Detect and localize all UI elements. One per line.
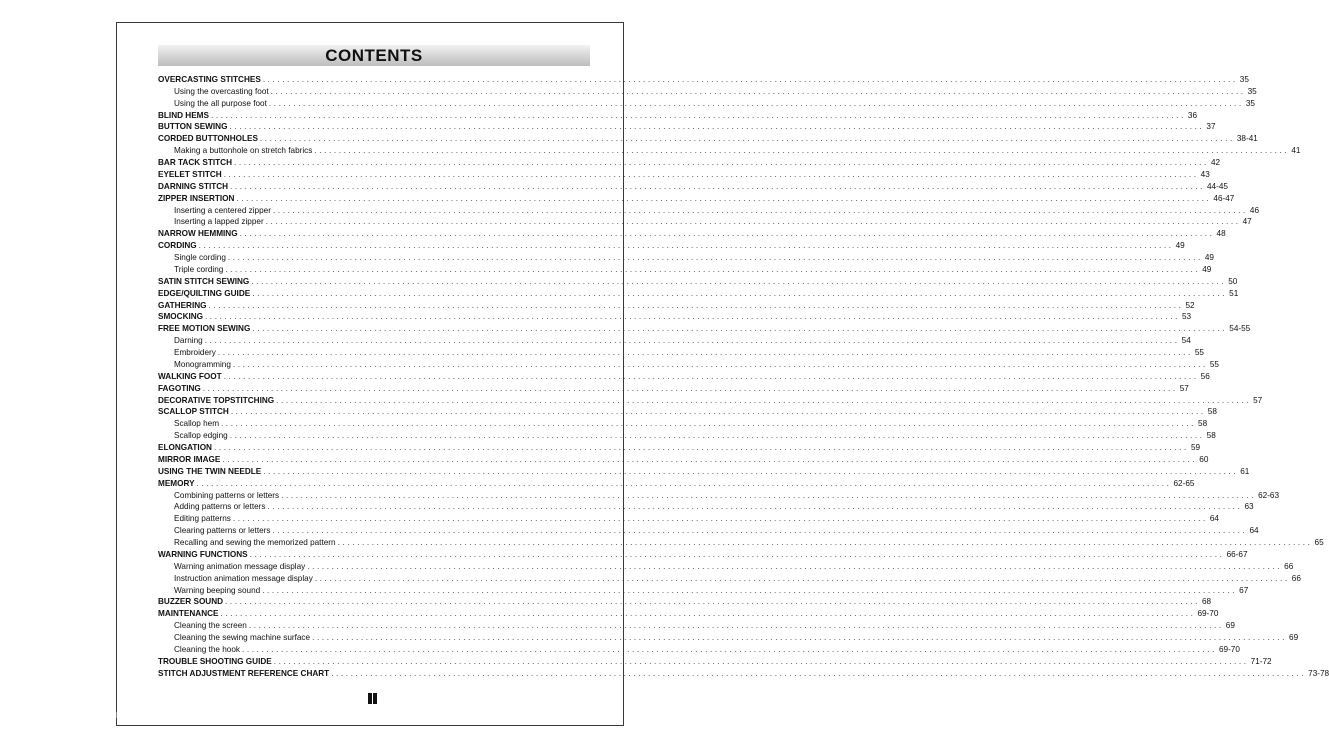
toc-entry-page: 60 — [1199, 454, 1209, 464]
dot-leader: ........................................................................................................................................................................................................ — [232, 514, 1208, 524]
toc-entry-page: 69-70 — [1218, 644, 1240, 654]
dot-leader: ........................................................................................................................................................................................................ — [281, 490, 1257, 500]
dot-leader: ........................................................................................................................................................................................................ — [259, 134, 1235, 144]
toc-subsection-entry — [158, 85, 1257, 97]
toc-entry-label: Making a buttonhole on stretch fabrics — [174, 146, 313, 156]
toc-section-entry — [158, 465, 1250, 477]
dot-leader: ........................................................................................................................................................................................................ — [262, 74, 1238, 84]
toc-entry-page: 48 — [1216, 229, 1226, 239]
toc-entry-label: Warning beeping sound — [174, 585, 261, 595]
dot-leader: ........................................................................................................................................................................................................ — [272, 526, 1248, 536]
dot-leader: ........................................................................................................................................................................................................ — [230, 181, 1205, 191]
toc-entry-label: Scallop hem — [174, 419, 220, 429]
table-of-contents — [158, 73, 1329, 679]
toc-entry-page: 69-70 — [1197, 609, 1219, 619]
toc-subsection-entry — [158, 334, 1191, 346]
toc-subsection-entry — [158, 643, 1240, 655]
toc-section-entry — [158, 287, 1239, 299]
toc-entry-page: 59 — [1190, 443, 1201, 452]
toc-entry-label: BLIND HEMS — [158, 110, 209, 120]
dot-leader: ........................................................................................................................................................................................................ — [196, 478, 1172, 488]
dot-leader: ........................................................................................................................................................................................................ — [268, 98, 1244, 108]
toc-entry-page: 69 — [1225, 621, 1235, 631]
toc-section-entry — [158, 548, 1248, 560]
toc-subsection-entry — [158, 97, 1255, 109]
toc-entry-page: 43 — [1200, 169, 1210, 179]
toc-entry-label: Combining patterns or letters — [174, 490, 280, 500]
toc-entry-page: 54-55 — [1229, 324, 1251, 334]
toc-entry-label: Darning — [174, 336, 203, 346]
dot-leader: ........................................................................................................................................................................................................ — [213, 443, 1189, 452]
dot-leader: ........................................................................................................................................................................................................ — [208, 300, 1184, 310]
toc-entry-label: SMOCKING — [158, 312, 204, 322]
dot-leader: ........................................................................................................................................................................................................ — [251, 276, 1227, 286]
toc-subsection-entry — [158, 263, 1212, 275]
toc-entry-label: Single cording — [174, 253, 226, 262]
toc-subsection-entry — [158, 524, 1259, 536]
toc-entry-page: 66-67 — [1226, 549, 1248, 559]
toc-entry-page: 66 — [1284, 561, 1294, 571]
toc-entry-label: ELONGATION — [158, 443, 212, 452]
dot-leader: ........................................................................................................................................................................................................ — [217, 348, 1193, 357]
toc-entry-label: GATHERING — [158, 300, 207, 310]
dot-leader: ........................................................................................................................................................................................................ — [223, 371, 1199, 381]
toc-subsection-entry — [158, 417, 1208, 429]
dot-leader: ........................................................................................................................................................................................................ — [239, 229, 1215, 239]
toc-entry-page: 37 — [1206, 122, 1216, 132]
toc-entry-page: 64 — [1209, 514, 1219, 524]
dot-leader: ........................................................................................................................................................................................................ — [252, 324, 1228, 334]
toc-entry-label: Inserting a centered zipper — [174, 205, 271, 215]
toc-entry-page: 62-65 — [1173, 478, 1195, 488]
toc-subsection-entry — [158, 536, 1324, 548]
toc-section-entry — [158, 382, 1189, 394]
toc-entry-label: ZIPPER INSERTION — [158, 193, 235, 203]
toc-entry-page: 68 — [1202, 597, 1212, 607]
dot-leader: ........................................................................................................................................................................................................ — [198, 241, 1174, 251]
dot-leader: ........................................................................................................................................................................................................ — [267, 502, 1243, 512]
toc-section-entry — [158, 121, 1216, 133]
toc-subsection-entry — [158, 358, 1219, 370]
toc-entry-page: 36 — [1187, 110, 1198, 120]
toc-entry-page: 46-47 — [1213, 193, 1235, 203]
toc-entry-page: 52 — [1185, 300, 1195, 310]
toc-section-entry — [158, 109, 1198, 121]
toc-entry-label: Using the all purpose foot — [174, 98, 267, 108]
toc-entry-page: 69 — [1289, 633, 1299, 642]
toc-entry-page: 49 — [1175, 241, 1185, 251]
toc-entry-page: 49 — [1202, 264, 1212, 274]
toc-entry-label: STITCH ADJUSTMENT REFERENCE CHART — [158, 668, 330, 678]
toc-entry-label: Warning animation message display — [174, 561, 306, 571]
dot-leader: ........................................................................................................................................................................................................ — [265, 217, 1241, 227]
toc-subsection-entry — [158, 619, 1235, 631]
toc-entry-label: BUZZER SOUND — [158, 597, 224, 607]
dot-leader: ........................................................................................................................................................................................................ — [222, 454, 1198, 464]
toc-section-entry — [158, 477, 1195, 489]
toc-entry-page: 56 — [1200, 371, 1210, 381]
toc-entry-page: 67 — [1239, 585, 1249, 595]
toc-entry-label: EDGE/QUILTING GUIDE — [158, 288, 251, 298]
toc-entry-page: 58 — [1206, 431, 1216, 441]
toc-subsection-entry — [158, 489, 1280, 501]
toc-entry-label: FAGOTING — [158, 383, 201, 393]
toc-subsection-entry — [158, 346, 1204, 358]
toc-entry-page: 55 — [1209, 359, 1219, 369]
toc-entry-page: 58 — [1198, 419, 1208, 429]
dot-leader: ........................................................................................................................................................................................................ — [227, 253, 1203, 262]
toc-entry-label: OVERCASTING STITCHES — [158, 74, 261, 84]
page-number-mark — [368, 693, 378, 704]
toc-subsection-entry — [158, 204, 1260, 216]
toc-subsection-entry — [158, 631, 1299, 643]
toc-entry-label: Monogramming — [174, 359, 231, 369]
dot-leader: ........................................................................................................................................................................................................ — [307, 561, 1283, 571]
dot-leader: ........................................................................................................................................................................................................ — [272, 205, 1248, 215]
toc-section-entry — [158, 322, 1251, 334]
toc-section-entry — [158, 239, 1185, 251]
toc-subsection-entry — [158, 216, 1252, 228]
toc-entry-page: 54 — [1181, 336, 1191, 346]
toc-entry-page: 38-41 — [1236, 134, 1258, 144]
toc-entry-page: 35 — [1245, 98, 1255, 108]
dot-leader: ........................................................................................................................................................................................................ — [242, 644, 1217, 654]
toc-subsection-entry — [158, 429, 1216, 441]
toc-entry-page: 73-78 — [1308, 668, 1329, 678]
toc-section-entry — [158, 453, 1209, 465]
toc-section-entry — [158, 667, 1329, 679]
toc-entry-page: 66 — [1291, 573, 1301, 583]
toc-section-entry — [158, 180, 1228, 192]
dot-leader: ........................................................................................................................................................................................................ — [225, 597, 1200, 607]
dot-leader: ........................................................................................................................................................................................................ — [205, 312, 1180, 322]
dot-leader: ........................................................................................................................................................................................................ — [229, 122, 1205, 132]
toc-entry-page: 44-45 — [1207, 181, 1228, 191]
toc-section-entry — [158, 168, 1210, 180]
toc-section-entry — [158, 441, 1201, 453]
toc-entry-page: 41 — [1291, 146, 1301, 156]
dot-leader: ........................................................................................................................................................................................................ — [262, 585, 1238, 595]
toc-entry-label: Inserting a lapped zipper — [174, 217, 264, 227]
toc-entry-label: BUTTON SEWING — [158, 122, 228, 132]
toc-subsection-entry — [158, 512, 1219, 524]
dot-leader: ........................................................................................................................................................................................................ — [252, 288, 1228, 298]
toc-entry-label: WALKING FOOT — [158, 371, 222, 381]
toc-subsection-entry — [158, 501, 1254, 513]
toc-entry-page: 57 — [1253, 395, 1263, 405]
toc-subsection-entry — [158, 584, 1249, 596]
toc-entry-page: 61 — [1240, 466, 1250, 476]
toc-entry-page: 51 — [1229, 288, 1239, 298]
dot-leader: ........................................................................................................................................................................................................ — [270, 86, 1246, 96]
toc-entry-page: 57 — [1179, 383, 1189, 393]
toc-entry-label: WARNING FUNCTIONS — [158, 549, 248, 559]
toc-section-entry — [158, 655, 1272, 667]
dot-leader: ........................................................................................................................................................................................................ — [248, 621, 1224, 631]
toc-section-entry — [158, 607, 1219, 619]
dot-leader: ........................................................................................................................................................................................................ — [220, 609, 1196, 619]
dot-leader: ........................................................................................................................................................................................................ — [276, 395, 1252, 405]
toc-entry-page: 49 — [1204, 253, 1214, 262]
toc-entry-label: Using the overcasting foot — [174, 86, 269, 96]
toc-entry-page: 58 — [1207, 407, 1217, 417]
toc-entry-label: EYELET STITCH — [158, 169, 222, 179]
toc-entry-label: Cleaning the screen — [174, 621, 247, 631]
dot-leader: ........................................................................................................................................................................................................ — [249, 549, 1225, 559]
toc-entry-label: FREE MOTION SEWING — [158, 324, 251, 334]
toc-entry-page: 50 — [1228, 276, 1238, 286]
dot-leader: ........................................................................................................................................................................................................ — [233, 158, 1209, 167]
toc-entry-page: 35 — [1239, 74, 1249, 84]
toc-entry-label: BAR TACK STITCH — [158, 158, 232, 167]
dot-leader: ........................................................................................................................................................................................................ — [314, 573, 1290, 583]
toc-entry-page: 65 — [1314, 538, 1324, 547]
toc-entry-page: 62-63 — [1258, 490, 1280, 500]
toc-entry-label: Instruction animation message display — [174, 573, 313, 583]
toc-entry-label: MAINTENANCE — [158, 609, 219, 619]
toc-section-entry — [158, 370, 1210, 382]
dot-leader: ........................................................................................................................................................................................................ — [230, 407, 1206, 417]
toc-entry-label: SCALLOP STITCH — [158, 407, 229, 417]
toc-entry-label: Adding patterns or letters — [174, 502, 266, 512]
toc-entry-label: Recalling and sewing the memorized pattern — [174, 538, 336, 547]
dot-leader: ........................................................................................................................................................................................................ — [202, 383, 1178, 393]
toc-entry-page: 47 — [1242, 217, 1252, 227]
toc-section-entry — [158, 192, 1235, 204]
dot-leader: ........................................................................................................................................................................................................ — [232, 359, 1208, 369]
toc-entry-page: 35 — [1247, 86, 1257, 96]
toc-entry-label: Cleaning the hook — [174, 644, 241, 654]
toc-subsection-entry — [158, 251, 1214, 263]
toc-section-entry — [158, 596, 1212, 608]
toc-entry-label: Editing patterns — [174, 514, 231, 524]
dot-leader: ........................................................................................................................................................................................................ — [221, 419, 1197, 429]
toc-subsection-entry — [158, 144, 1301, 156]
toc-entry-label: USING THE TWIN NEEDLE — [158, 466, 262, 476]
page-title: CONTENTS — [325, 46, 423, 65]
toc-subsection-entry — [158, 572, 1301, 584]
dot-leader: ........................................................................................................................................................................................................ — [225, 264, 1201, 274]
dot-leader: ........................................................................................................................................................................................................ — [273, 656, 1249, 666]
dot-leader: ........................................................................................................................................................................................................ — [331, 668, 1307, 678]
toc-entry-label: Triple cording — [174, 264, 224, 274]
dot-leader: ........................................................................................................................................................................................................ — [312, 633, 1288, 642]
toc-section-entry — [158, 311, 1192, 323]
toc-entry-label: Clearing patterns or letters — [174, 526, 271, 536]
scan-edge-mark — [116, 712, 117, 718]
toc-entry-page: 46 — [1249, 205, 1260, 215]
toc-section-entry — [158, 394, 1263, 406]
toc-section-entry — [158, 73, 1249, 85]
toc-entry-label: SATIN STITCH SEWING — [158, 276, 250, 286]
dot-leader: ........................................................................................................................................................................................................ — [314, 146, 1290, 156]
toc-subsection-entry — [158, 560, 1294, 572]
dot-leader: ........................................................................................................................................................................................................ — [263, 466, 1239, 476]
toc-entry-label: CORDED BUTTONHOLES — [158, 134, 258, 144]
toc-entry-label: Embroidery — [174, 348, 216, 357]
toc-entry-label: TROUBLE SHOOTING GUIDE — [158, 656, 272, 666]
dot-leader: ........................................................................................................................................................................................................ — [236, 193, 1212, 203]
toc-entry-label: Scallop edging — [174, 431, 228, 441]
toc-section-entry — [158, 299, 1195, 311]
toc-entry-page: 64 — [1249, 526, 1259, 536]
toc-entry-label: Cleaning the sewing machine surface — [174, 633, 311, 642]
dot-leader: ........................................................................................................................................................................................................ — [204, 336, 1180, 346]
dot-leader: ........................................................................................................................................................................................................ — [210, 110, 1186, 120]
dot-leader: ........................................................................................................................................................................................................ — [229, 431, 1205, 441]
toc-section-entry — [158, 227, 1226, 239]
toc-entry-page: 63 — [1244, 502, 1254, 512]
toc-entry-page: 71-72 — [1250, 656, 1272, 666]
toc-section-entry — [158, 156, 1221, 168]
toc-entry-label: NARROW HEMMING — [158, 229, 238, 239]
toc-entry-label: DARNING STITCH — [158, 181, 229, 191]
toc-entry-label: MEMORY — [158, 478, 195, 488]
toc-entry-page: 53 — [1181, 312, 1192, 322]
toc-entry-label: MIRROR IMAGE — [158, 454, 221, 464]
toc-section-entry — [158, 406, 1217, 418]
dot-leader: ........................................................................................................................................................................................................ — [223, 169, 1199, 179]
toc-entry-page: 42 — [1210, 158, 1221, 167]
toc-entry-label: DECORATIVE TOPSTITCHING — [158, 395, 275, 405]
toc-entry-label: CORDING — [158, 241, 197, 251]
dot-leader: ........................................................................................................................................................................................................ — [337, 538, 1313, 547]
toc-section-entry — [158, 132, 1258, 144]
toc-section-entry — [158, 275, 1238, 287]
toc-entry-page: 55 — [1194, 348, 1204, 357]
